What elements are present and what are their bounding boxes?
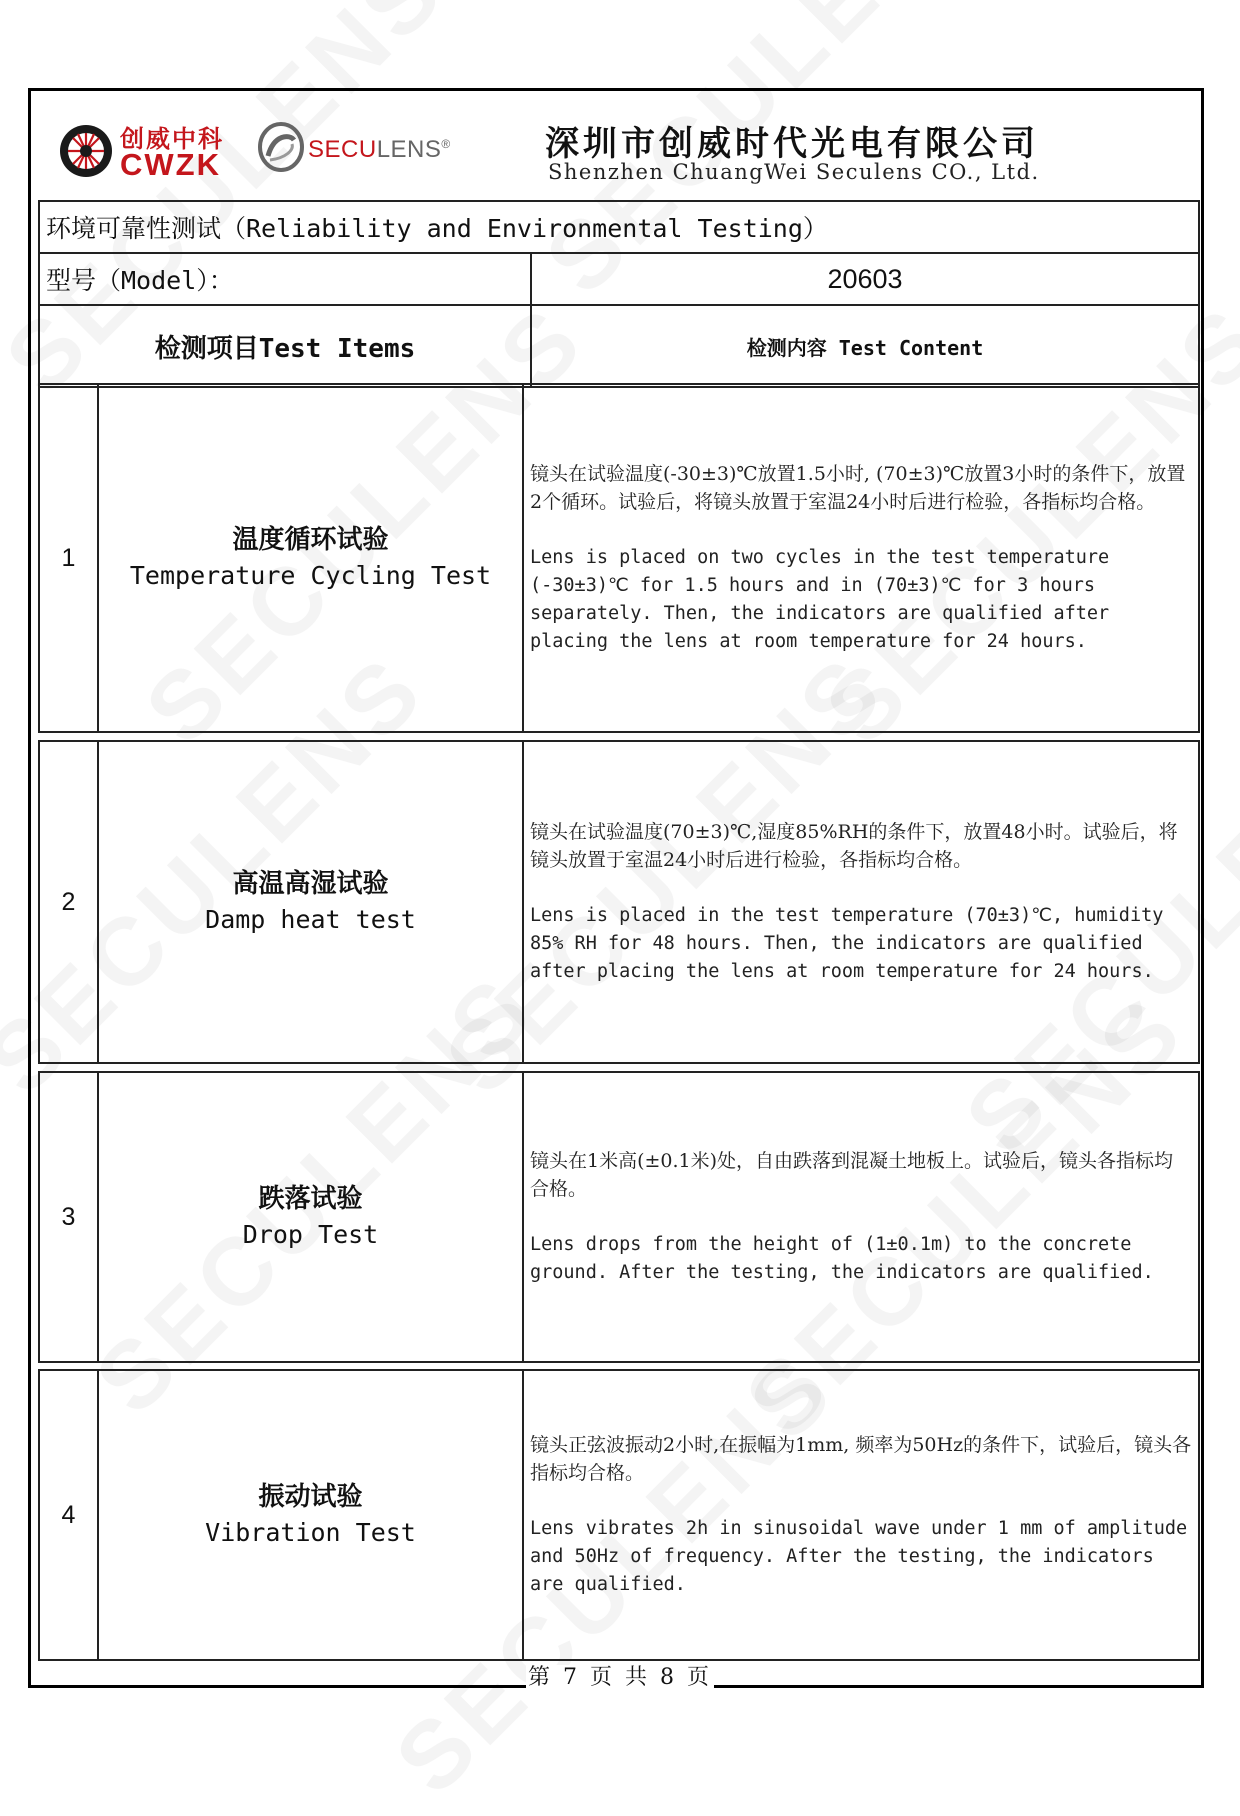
test-name: 温度循环试验 Temperature Cycling Test [98,384,523,732]
test-number: 3 [39,1072,98,1362]
model-value: 20603 [531,253,1199,305]
seculens-swirl-icon [256,120,306,174]
logo-cn-text: 创威中科 [120,124,224,153]
test-name: 高温高湿试验 Damp heat test [98,741,523,1063]
test-content: 镜头正弦波振动2小时,在振幅为1mm, 频率为50Hz的条件下，试验后，镜头各指标均合格。 Lens vibrates 2h in sinusoidal wave under 1 mm of amplitude and 50Hz of frequency. After the testing, the indicators are qualified. [523,1370,1199,1660]
col-header-content: 检测内容 Test Content [531,305,1199,387]
test-content: 镜头在试验温度(-30±3)℃放置1.5小时, (70±3)℃放置3小时的条件下，放置2个循环。试验后，将镜头放置于室温24小时后进行检验，各指标均合格。 Lens is placed on two cycles in the test temperature (-30±3)℃ for 1.5 hours and in (70±3)℃ for 3 hours separately. Then, the indicators are qualified after placing the lens at room temperature for 24 hours. [523,384,1199,732]
seculens-logo [256,120,456,180]
company-name-en: Shenzhen ChuangWei Seculens CO., Ltd. [548,160,1040,184]
table-row [38,1071,1200,1363]
seculens-wordmark: SECULENS® [308,136,451,163]
table-row [38,383,1200,733]
table-row [38,1369,1200,1661]
page-number: 第 7 页 共 8 页 [528,1665,712,1690]
cwzk-logo [58,115,248,185]
cwzk-emblem-icon [58,123,114,179]
model-label: 型号（Model）： [39,253,531,305]
test-name: 跌落试验 Drop Test [98,1072,523,1362]
test-content: 镜头在1米高(±0.1米)处，自由跌落到混凝土地板上。试验后，镜头各指标均合格。 Lens drops from the height of (1±0.1m) to the concrete ground. After the testing, the indicators are qualified. [523,1072,1199,1362]
table-row [38,740,1200,1064]
test-number: 1 [39,384,98,732]
test-content: 镜头在试验温度(70±3)℃,湿度85%RH的条件下，放置48小时。试验后，将镜头放置于室温24小时后进行检验，各指标均合格。 Lens is placed in the test temperature (70±3)℃, humidity 85% RH for 48 hours. Then, the indicators are qualified after placing the lens at room temperature for 24 hours. [523,741,1199,1063]
table-title: 环境可靠性测试（Reliability and Environmental Testing） [39,201,1199,253]
header-table [38,200,1200,388]
test-name: 振动试验 Vibration Test [98,1370,523,1660]
col-header-items: 检测项目Test Items [39,305,531,387]
company-name-cn: 深圳市创威时代光电有限公司 [545,124,1039,164]
test-number: 4 [39,1370,98,1660]
test-number: 2 [39,741,98,1063]
logo-en-text: CWZK [120,147,221,182]
